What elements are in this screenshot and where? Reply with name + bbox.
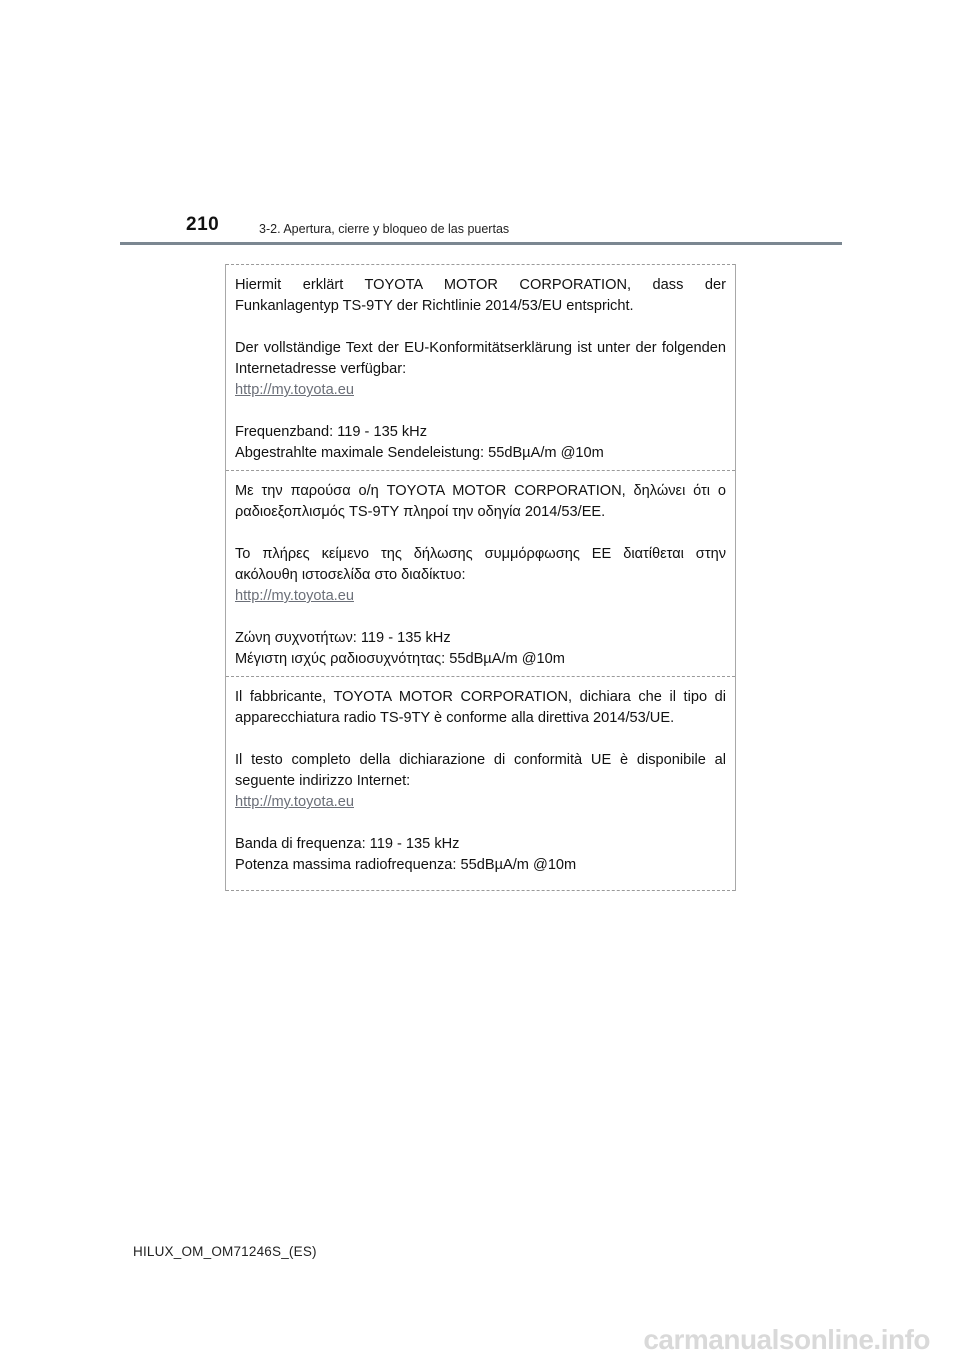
declaration-section-italian (226, 676, 735, 891)
website-link[interactable]: http://my.toyota.eu (235, 794, 354, 810)
declaration-text: Με την παρούσα ο/η TOYOTA MOTOR CORPORATION, δηλώνει ότι ο ραδιοεξοπλισμός TS-9TY πληροί την οδηγία 2014/53/ΕΕ. (235, 483, 726, 520)
watermark (0, 1320, 960, 1358)
frequency-band: Ζώνη συχνοτήτων: 119 - 135 kHz (235, 630, 451, 646)
document-code: HILUX_OM_OM71246S_(ES) (133, 1244, 317, 1259)
full-text-notice-block (235, 338, 726, 401)
specs-block (235, 834, 726, 876)
declaration-section-greek (226, 470, 735, 676)
declaration-text: Il fabbricante, TOYOTA MOTOR CORPORATION, dichiara che il tipo di apparecchiatura radio TS-9TY è conforme alla direttiva 2014/53/UE. (235, 689, 726, 726)
specs-block (235, 628, 726, 670)
frequency-band: Banda di frequenza: 119 - 135 kHz (235, 836, 460, 852)
website-link[interactable]: http://my.toyota.eu (235, 382, 354, 398)
page-number: 210 (186, 214, 220, 235)
section-title: 3-2. Apertura, cierre y bloqueo de las puertas (259, 222, 510, 236)
declaration-section-german (226, 264, 735, 470)
website-link[interactable]: http://my.toyota.eu (235, 588, 354, 604)
declaration-box (225, 264, 736, 891)
full-text-notice: Der vollständige Text der EU-Konformitätserklärung ist unter der folgenden Internetadresse verfügbar: (235, 340, 726, 377)
full-text-notice: Il testo completo della dichiarazione di conformità UE è disponibile al seguente indirizzo Internet: (235, 752, 726, 789)
full-text-notice-block (235, 750, 726, 813)
max-power: Potenza massima radiofrequenza: 55dBµA/m @10m (235, 857, 577, 873)
watermark-text: carmanualsonline.info (643, 1324, 930, 1355)
max-power: Abgestrahlte maximale Sendeleistung: 55dBµA/m @10m (235, 445, 604, 461)
full-text-notice-block (235, 544, 726, 607)
frequency-band: Frequenzband: 119 - 135 kHz (235, 424, 427, 440)
declaration-text: Hiermit erklärt TOYOTA MOTOR CORPORATION, dass der Funkanlagentyp TS-9TY der Richtlinie 2014/53/EU entspricht. (235, 277, 726, 314)
full-text-notice: Το πλήρες κείμενο της δήλωσης συμμόρφωσης ΕΕ διατίθεται στην ακόλουθη ιστοσελίδα στο διαδίκτυο: (235, 546, 726, 583)
header-rule (120, 242, 842, 245)
page-header (0, 0, 960, 250)
specs-block (235, 422, 726, 464)
max-power: Μέγιστη ισχύς ραδιοσυχνότητας: 55dBµA/m @10m (235, 651, 565, 667)
